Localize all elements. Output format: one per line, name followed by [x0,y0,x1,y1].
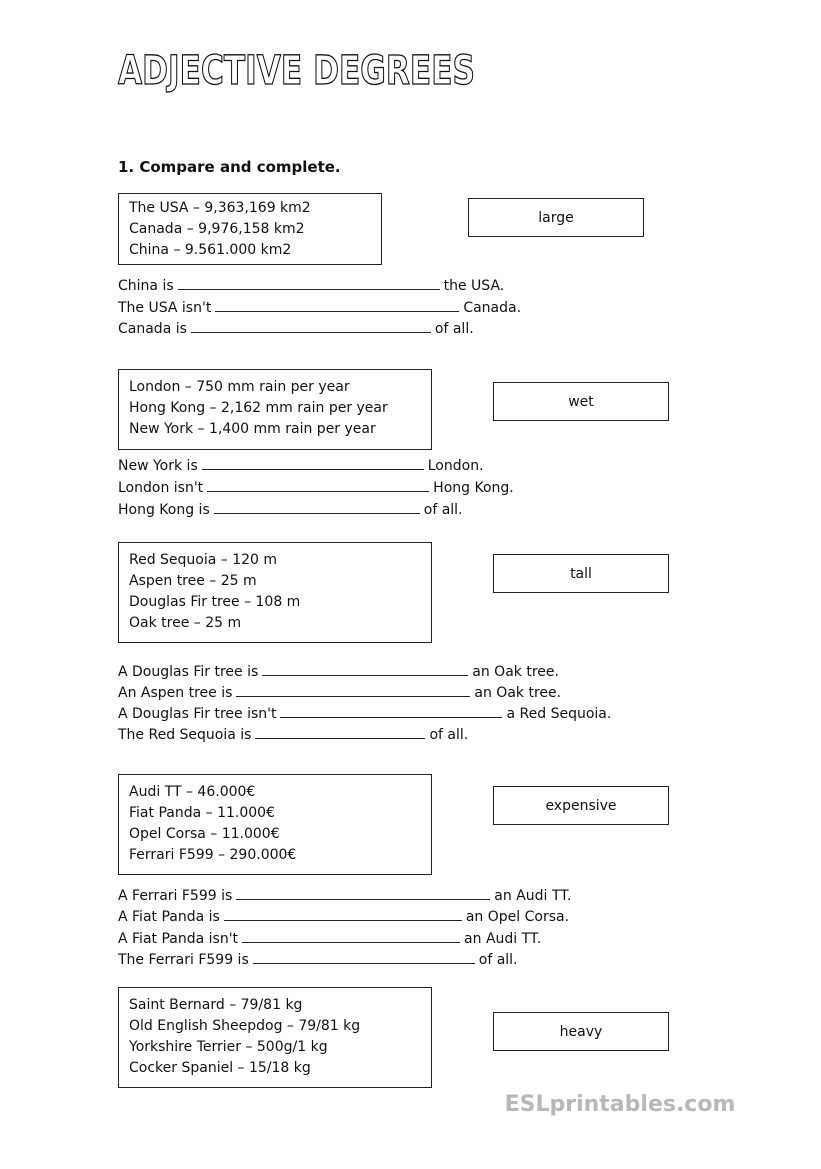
sentence-line [118,930,541,946]
sentence-line [118,479,514,495]
answer-blank[interactable] [178,277,440,290]
sentence-start: The Red Sequoia is [118,727,252,743]
fact-line: New York – 1,400 mm rain per year [129,421,376,437]
sentence-start: Canada is [118,321,187,337]
fact-line: Audi TT – 46.000€ [129,784,256,800]
fact-line: China – 9.561.000 km2 [129,242,292,258]
facts-box-dogs [118,987,432,1088]
fact-line: Oak tree – 25 m [129,615,242,631]
fact-line: London – 750 mm rain per year [129,379,350,395]
sentence-start: China is [118,278,174,294]
facts-box-cars [118,774,432,875]
answer-blank[interactable] [242,930,460,943]
sentence-line [118,684,561,700]
adjective-box-tall: tall [493,554,669,593]
adjective-box-expensive: expensive [493,786,669,825]
sentence-line [118,951,518,967]
answer-blank[interactable] [262,663,468,676]
sentence-line [118,663,559,679]
sentence-line [118,320,474,336]
exercise-heading: 1. Compare and complete. [118,158,341,176]
fact-line: Old English Sheepdog – 79/81 kg [129,1018,361,1034]
sentence-end: an Audi TT. [464,931,542,947]
fact-line: Ferrari F599 – 290.000€ [129,847,297,863]
answer-blank[interactable] [191,320,431,333]
sentence-start: A Ferrari F599 is [118,888,233,904]
answer-blank[interactable] [215,299,459,312]
sentence-end: an Oak tree. [474,685,562,701]
sentence-end: the USA. [443,278,505,294]
sentence-end: a Red Sequoia. [506,706,612,722]
answer-blank[interactable] [236,887,490,900]
sentence-start: The Ferrari F599 is [118,952,249,968]
adjective-box-heavy: heavy [493,1012,669,1051]
fact-line: Fiat Panda – 11.000€ [129,805,275,821]
sentence-end: Canada. [463,300,522,316]
fact-line: Aspen tree – 25 m [129,573,257,589]
sentence-end: of all. [434,321,474,337]
sentence-line [118,908,569,924]
fact-line: Yorkshire Terrier – 500g/1 kg [129,1039,328,1055]
sentence-line [118,457,484,473]
fact-line: Douglas Fir tree – 108 m [129,594,301,610]
facts-box-rain [118,369,432,450]
answer-blank[interactable] [236,684,470,697]
fact-line: Saint Bernard – 79/81 kg [129,997,303,1013]
fact-line: Canada – 9,976,158 km2 [129,221,305,237]
sentence-start: A Douglas Fir tree is [118,664,259,680]
answer-blank[interactable] [253,951,475,964]
sentence-end: London. [427,458,484,474]
adjective-box-wet: wet [493,382,669,421]
sentence-end: Hong Kong. [433,480,514,496]
sentence-start: A Fiat Panda is [118,909,220,925]
fact-line: Red Sequoia – 120 m [129,552,278,568]
sentence-end: of all. [478,952,518,968]
sentence-line [118,705,611,721]
answer-blank[interactable] [207,479,429,492]
sentence-end: of all. [429,727,469,743]
sentence-end: an Audi TT. [494,888,572,904]
sentence-start: A Fiat Panda isn't [118,931,239,947]
sentence-start: A Douglas Fir tree isn't [118,706,277,722]
sentence-start: An Aspen tree is [118,685,233,701]
sentence-line [118,726,468,742]
adjective-box-large: large [468,198,644,237]
sentence-line [118,887,572,903]
sentence-line [118,299,521,315]
watermark: ESLprintables.com [504,1092,736,1117]
fact-line: The USA – 9,363,169 km2 [129,200,311,216]
fact-line: Hong Kong – 2,162 mm rain per year [129,400,388,416]
answer-blank[interactable] [255,726,425,739]
facts-box-trees [118,542,432,643]
answer-blank[interactable] [202,457,424,470]
sentence-end: an Opel Corsa. [465,909,570,925]
sentence-line [118,501,463,517]
sentence-start: Hong Kong is [118,502,210,518]
sentence-start: London isn't [118,480,204,496]
sentence-start: The USA isn't [118,300,212,316]
worksheet-title: ADJECTIVE DEGREES [118,48,476,94]
answer-blank[interactable] [214,501,420,514]
answer-blank[interactable] [224,908,462,921]
facts-box-area [118,193,382,265]
sentence-end: of all. [423,502,463,518]
sentence-line [118,277,504,293]
sentence-end: an Oak tree. [472,664,559,680]
sentence-start: New York is [118,458,198,474]
fact-line: Cocker Spaniel – 15/18 kg [129,1060,311,1076]
fact-line: Opel Corsa – 11.000€ [129,826,280,842]
answer-blank[interactable] [280,705,502,718]
